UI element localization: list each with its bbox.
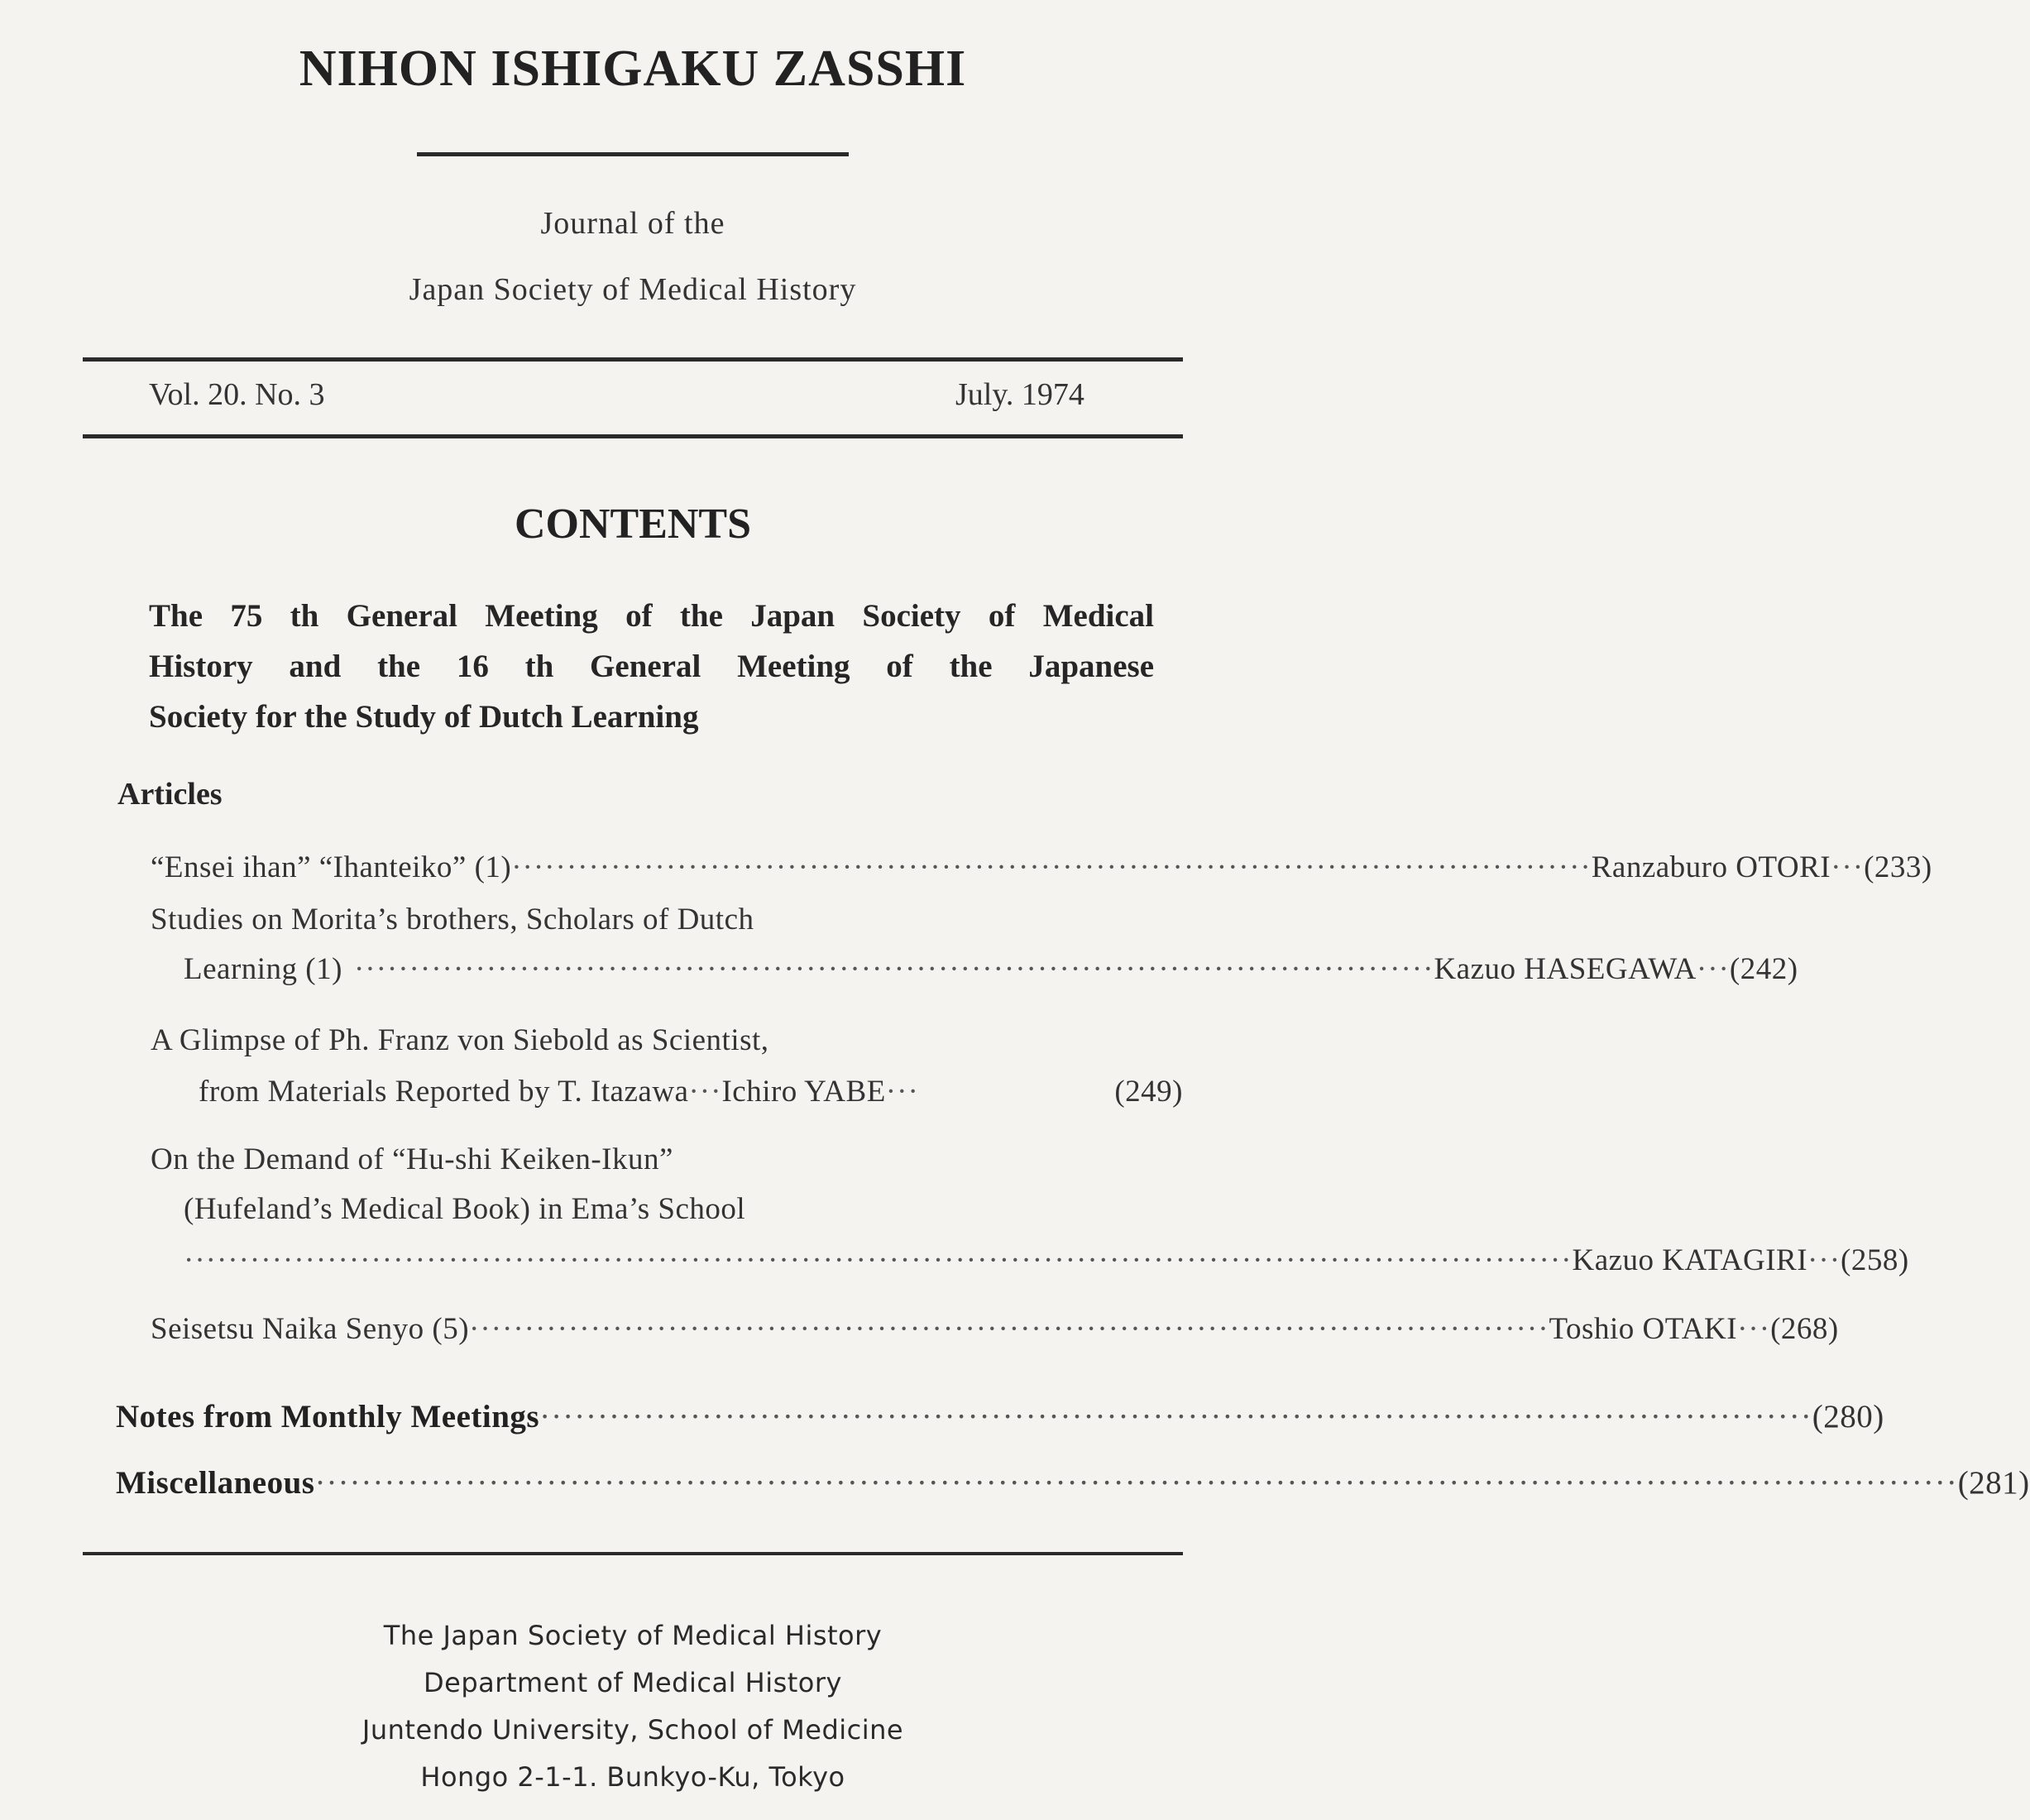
dot-leader: ·································································································· [511,850,1592,884]
article-page: (249) [1114,1075,1183,1109]
meeting-title-line-3: Society for the Study of Dutch Learning [149,699,699,735]
article-entry-5 [151,1311,1839,1347]
article-title-line-1: Studies on Morita’s brothers, Scholars of Dutch [151,903,754,936]
journal-subtitle-line-2: Japan Society of Medical History [409,272,857,307]
article-entry-3 [199,1074,1183,1109]
misc-page: (281) [1957,1465,2030,1501]
issue-volume-number: Vol. 20. No. 3 [149,377,325,412]
publisher-department: Department of Medical History [424,1667,842,1698]
dot-leader: ······························································································································ [184,1243,1573,1277]
publisher-address: Hongo 2-1-1. Bunkyo-Ku, Tokyo [420,1761,845,1793]
issue-rule-top [83,357,1183,362]
notes-entry [116,1398,1884,1435]
article-author: Ranzaburo OTORI [1591,850,1831,884]
publisher-institution: Juntendo University, School of Medicine [361,1714,904,1746]
notes-label: Notes from Monthly Meetings [116,1399,540,1434]
dot-leader: ··· [1737,1312,1771,1346]
meeting-title-line-2: History and the 16 th General Meeting of the Japanese [149,649,1154,684]
contents-heading: CONTENTS [514,500,752,548]
meeting-title-line-1: The 75 th General Meeting of the Japan Society of Medical [149,598,1154,634]
article-page: (242) [1729,952,1798,986]
article-page: (268) [1770,1312,1839,1346]
dot-leader: ··· [885,1075,919,1109]
dot-leader: ··· [688,1075,722,1109]
dot-leader: ··· [1831,850,1865,884]
article-title-line-2: from Materials Reported by T. Itazawa [199,1075,689,1109]
article-title-line-1: On the Demand of “Hu-shi Keiken-Ikun” [151,1142,673,1176]
misc-entry [116,1464,2030,1502]
article-author: Kazuo KATAGIRI [1572,1243,1808,1277]
article-title-line-2: (Hufeland’s Medical Book) in Ema’s School [184,1192,746,1226]
articles-heading: Articles [117,777,223,812]
article-title-line-2: Learning (1) [184,952,342,986]
article-title: “Ensei ihan” “Ihanteiko” (1) [151,850,512,884]
article-author: Ichiro YABE [721,1075,886,1109]
dot-leader: ·································································································· [353,952,1434,986]
dot-leader: ··· [1696,952,1730,986]
footer-rule [83,1552,1183,1555]
article-page: (258) [1841,1243,1909,1277]
article-title: Seisetsu Naika Senyo (5) [151,1312,470,1346]
article-entry-2 [184,951,1798,987]
publisher-name: The Japan Society of Medical History [383,1620,883,1651]
dot-leader: ·············································································································· [539,1399,1812,1434]
dot-leader: ·································································································· [469,1312,1549,1346]
article-page: (233) [1864,850,1932,884]
notes-page: (280) [1812,1399,1884,1434]
article-author: Kazuo HASEGAWA [1434,952,1697,986]
article-title-line-1: A Glimpse of Ph. Franz von Siebold as Scientist, [151,1023,769,1057]
article-entry-1 [151,850,1932,885]
issue-date: July. 1974 [955,377,1084,412]
meeting-title [149,591,1154,742]
dot-leader: ·············································································································································· [314,1465,1958,1501]
article-author: Toshio OTAKI [1549,1312,1738,1346]
journal-subtitle-line-1: Journal of the [540,206,725,241]
title-rule [417,152,849,156]
article-entry-4 [184,1243,1909,1278]
issue-rule-bottom [83,434,1183,438]
dot-leader: ··· [1807,1243,1841,1277]
misc-label: Miscellaneous [116,1465,315,1501]
journal-title: NIHON ISHIGAKU ZASSHI [299,41,967,97]
